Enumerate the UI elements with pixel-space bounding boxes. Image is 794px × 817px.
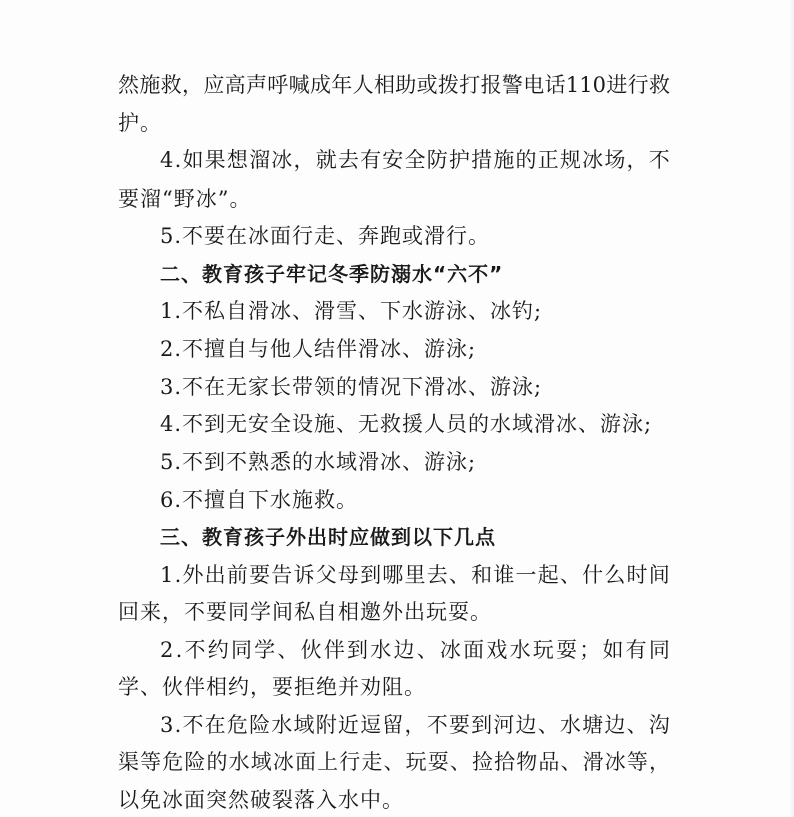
text-line-15: 回来，不要同学间私自相邀外出玩耍。 [118,600,492,624]
text-line-17: 学、伙伴相约，要拒绝并劝阻。 [118,675,426,699]
scan-edge-shadow [788,0,794,817]
text-line-14: 1 . 外 出 前 要 告 诉 父 母 到 哪 里 去 、 和 谁 一 起 、 什 么 时 间 [160,563,670,587]
text-line-19: 渠 等 危 险 的 水 域 冰 面 上 行 走 、 玩 耍 、 捡 拾 物 品 、 滑 冰 等 ， [118,750,670,774]
text-line-1: 然 施 救 ， 应 高 声 呼 喊 成 年 人 相 助 或 拨 打 报 警 电 话 110 进 行 救 [118,73,670,97]
text-line-3: 4 . 如 果 想 溜 冰 ， 就 去 有 安 全 防 护 措 施 的 正 规 冰 场 ， 不 [160,148,670,172]
text-line-20: 以免冰面突然破裂落入水中。 [118,788,404,812]
section-heading-2: 二、教育孩子牢记冬季防溺水“六不” [160,262,504,286]
text-line-9: 3.不在无家长带领的情况下滑冰、游泳; [160,375,543,399]
text-line-18: 3 . 不 在 危 险 水 域 附 近 逗 留 ， 不 要 到 河 边 、 水 塘 边 、 沟 [160,713,670,737]
text-line-4: 要溜“野冰”。 [118,187,252,211]
text-line-5: 5.不要在冰面行走、奔跑或滑行。 [160,224,491,248]
text-line-10: 4.不到无安全设施、无救援人员的水域滑冰、游泳; [160,412,653,436]
text-line-8: 2.不擅自与他人结伴滑冰、游泳; [160,337,477,361]
text-line-11: 5.不到不熟悉的水域滑冰、游泳; [160,450,477,474]
text-line-2: 护。 [118,111,162,135]
text-line-12: 6.不擅自下水施救。 [160,488,359,512]
text-line-7: 1.不私自滑冰、滑雪、下水游泳、冰钓; [160,299,543,323]
text-line-16: 2 . 不 约 同 学 、 伙 伴 到 水 边 、 冰 面 戏 水 玩 耍 ； 如 有 同 [160,638,670,662]
section-heading-3: 三、教育孩子外出时应做到以下几点 [160,525,496,549]
